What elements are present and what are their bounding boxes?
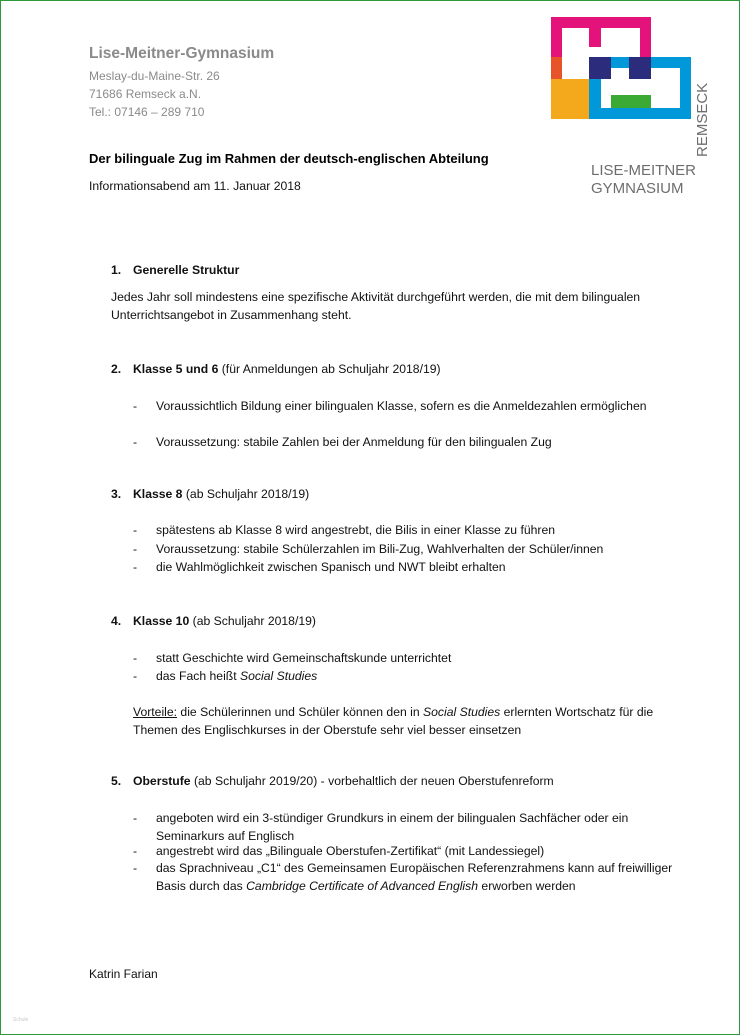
logo-vertical-text: REMSECK [694,82,711,157]
address-phone: Tel.: 07146 – 289 710 [89,105,205,119]
section-title: Generelle Struktur [133,263,240,277]
list-item: - die Wahlmöglichkeit zwischen Spanisch und NWT bleibt erhalten [133,560,506,574]
list-item: - Voraussetzung: stabile Zahlen bei der Anmeldung für den bilingualen Zug [133,435,552,449]
emphasis: Social Studies [240,669,318,683]
list-item-text: angestrebt wird das „Bilinguale Oberstufen-Zertifikat“ (mit Landessiegel) [156,844,545,858]
emphasis: Cambridge Certificate of Advanced English [246,879,479,893]
list-item-text: Voraussetzung: stabile Zahlen bei der Anmeldung für den bilingualen Zug [156,435,552,449]
section-title: Klasse 10 [133,614,190,628]
school-name: Lise-Meitner-Gymnasium [89,45,275,62]
address-street: Meslay-du-Maine-Str. 26 [89,69,220,83]
document-subtitle: Informationsabend am 11. Januar 2018 [89,179,301,193]
section-number: 2. [111,362,122,376]
section-4-advantages: Vorteile: die Schülerinnen und Schüler können den in Social Studies erlernten Wortschatz für die Themen des Englischkurses in der Oberstufe sehr viel besser einsetzen [133,705,654,737]
list-item: - das Sprachniveau „C1“ des Gemeinsamen Europäischen Referenzrahmens kann auf freiwilliger Basis durch das Cambridge Certificate of Advanced English erworben werden [133,861,673,893]
list-item-text: spätestens ab Klasse 8 wird angestrebt, die Bilis in einer Klasse zu führen [156,523,556,537]
list-item-text: statt Geschichte wird Gemeinschaftskunde unterrichtet [156,651,452,665]
list-item-text: Voraussetzung: stabile Schülerzahlen im Bili-Zug, Wahlverhalten der Schüler/innen [156,542,604,556]
author-name: Katrin Farian [89,967,158,981]
document-title: Der bilinguale Zug im Rahmen der deutsch-englischen Abteilung [89,151,489,166]
list-item-text: die Wahlmöglichkeit zwischen Spanisch und NWT bleibt erhalten [156,560,506,574]
section-suffix: (ab Schuljahr 2018/19) [189,614,316,628]
list-item: - Voraussetzung: stabile Schülerzahlen im Bili-Zug, Wahlverhalten der Schüler/innen [133,542,604,556]
list-item-text: angeboten wird ein 3-stündiger Grundkurs in einem der bilingualen Sachfächer oder ein Seminarkurs auf Englisch [156,811,629,843]
section-3-heading [111,487,309,501]
emphasis: Social Studies [423,705,501,719]
list-item: - angestrebt wird das „Bilinguale Oberstufen-Zertifikat“ (mit Landessiegel) [133,844,545,858]
section-suffix: (für Anmeldungen ab Schuljahr 2018/19) [218,362,441,376]
section-1-heading [111,263,239,277]
section-suffix: (ab Schuljahr 2019/20) - vorbehaltlich der neuen Oberstufenreform [190,774,554,788]
logo-line1: LISE-MEITNER [591,162,697,179]
section-number: 3. [111,487,122,501]
section-1-text: Jedes Jahr soll mindestens eine spezifische Aktivität durchgeführt werden, die mit dem bilingualen Unterrichtsangebot in Zusammenhang steht. [111,290,641,322]
section-2-heading [111,362,441,376]
list-item: - Voraussichtlich Bildung einer bilingualen Klasse, sofern es die Anmeldezahlen ermöglichen [133,399,647,413]
tiny-mark: Schule [13,1017,29,1023]
logo-line2: GYMNASIUM [591,180,684,197]
section-title: Klasse 8 [133,487,183,501]
section-suffix: (ab Schuljahr 2018/19) [182,487,310,501]
list-item: - spätestens ab Klasse 8 wird angestrebt, die Bilis in einer Klasse zu führen [133,523,556,537]
list-item: - statt Geschichte wird Gemeinschaftskunde unterrichtet [133,651,452,665]
list-item-text: Voraussichtlich Bildung einer bilingualen Klasse, sofern es die Anmeldezahlen ermöglichen [156,399,647,413]
section-number: 5. [111,774,122,788]
section-title: Oberstufe [133,774,191,788]
section-5-heading [111,774,554,788]
section-title: Klasse 5 und 6 [133,362,219,376]
address-city: 71686 Remseck a.N. [89,87,202,101]
list-item: - das Fach heißt Social Studies [133,669,318,683]
section-number: 4. [111,614,122,628]
school-logo [551,17,711,199]
list-item: - angeboten wird ein 3-stündiger Grundkurs in einem der bilingualen Sachfächer oder ein Seminarkurs auf Englisch [133,811,629,843]
section-4-heading [111,614,316,628]
section-number: 1. [111,263,122,277]
advantages-label: Vorteile: [133,705,178,719]
